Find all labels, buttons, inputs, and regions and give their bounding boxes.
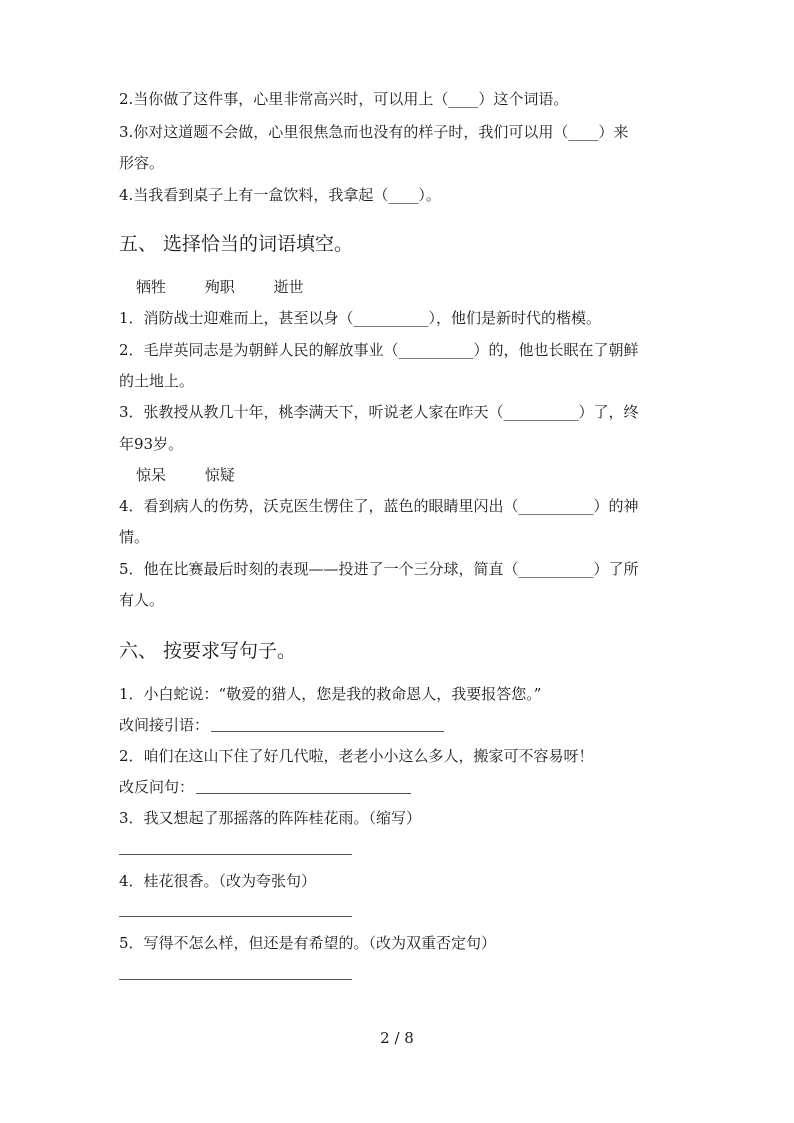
question-line: 5．他在比赛最后时刻的表现——投进了一个三分球，简直（__________）了所 — [119, 560, 639, 578]
word-bank-item: 殉职 — [204, 278, 235, 296]
answer-blank[interactable] — [119, 916, 352, 917]
question-line: 4．看到病人的伤势，沃克医生愣住了，蓝色的眼睛里闪出（__________）的神 — [119, 497, 639, 515]
word-bank-2 — [136, 465, 269, 485]
answer-prompt: 改间接引语： — [119, 716, 210, 734]
word-bank-item: 牺牲 — [136, 278, 167, 296]
question-line: 形容。 — [119, 154, 165, 172]
question-line: 2.当你做了这件事，心里非常高兴时，可以用上（____）这个词语。 — [119, 90, 569, 108]
question-line: 4．桂花很香。（改为夸张句） — [119, 872, 317, 890]
question-line: 2．咱们在这山下住了好几代啦，老老小小这么多人，搬家可不容易呀！ — [119, 747, 594, 765]
question-line: 2．毛岸英同志是为朝鲜人民的解放事业（__________）的，他也长眠在了朝鲜 — [119, 341, 639, 359]
answer-row — [119, 777, 411, 797]
question-line: 4.当我看到桌子上有一盒饮料，我拿起（____）。 — [119, 186, 441, 204]
answer-blank[interactable] — [196, 793, 411, 794]
question-line: 5．写得不怎么样，但还是有希望的。（改为双重否定句） — [119, 934, 497, 952]
word-bank-item: 逝世 — [273, 278, 304, 296]
word-bank-item: 惊疑 — [204, 466, 235, 484]
word-bank-1 — [136, 277, 338, 297]
answer-blank[interactable] — [119, 979, 352, 980]
question-line: 1．小白蛇说：“敬爱的猎人，您是我的救命恩人，我要报答您。” — [119, 685, 542, 703]
page-number: 2 / 8 — [380, 1029, 414, 1047]
question-line: 情。 — [119, 528, 150, 546]
question-line: 3．我又想起了那摇落的阵阵桂花雨。（缩写） — [119, 809, 422, 827]
word-bank-item: 惊呆 — [136, 466, 167, 484]
answer-blank[interactable] — [119, 854, 352, 855]
question-line: 有人。 — [119, 591, 165, 609]
answer-blank[interactable] — [211, 731, 444, 732]
question-line: 的土地上。 — [119, 372, 195, 390]
question-line: 3．张教授从教几十年，桃李满天下，听说老人家在昨天（__________）了，终 — [119, 403, 639, 421]
question-line: 3.你对这道题不会做，心里很焦急而也没有的样子时，我们可以用（____）来 — [119, 123, 629, 141]
answer-prompt: 改反问句： — [119, 778, 195, 796]
question-line: 年93岁。 — [119, 435, 184, 453]
section-6-title: 六、 按要求写句子。 — [119, 640, 297, 662]
section-5-title: 五、 选择恰当的词语填空。 — [119, 233, 354, 255]
question-line: 1．消防战士迎难而上，甚至以身（__________），他们是新时代的楷模。 — [119, 309, 602, 327]
answer-row — [119, 715, 444, 735]
